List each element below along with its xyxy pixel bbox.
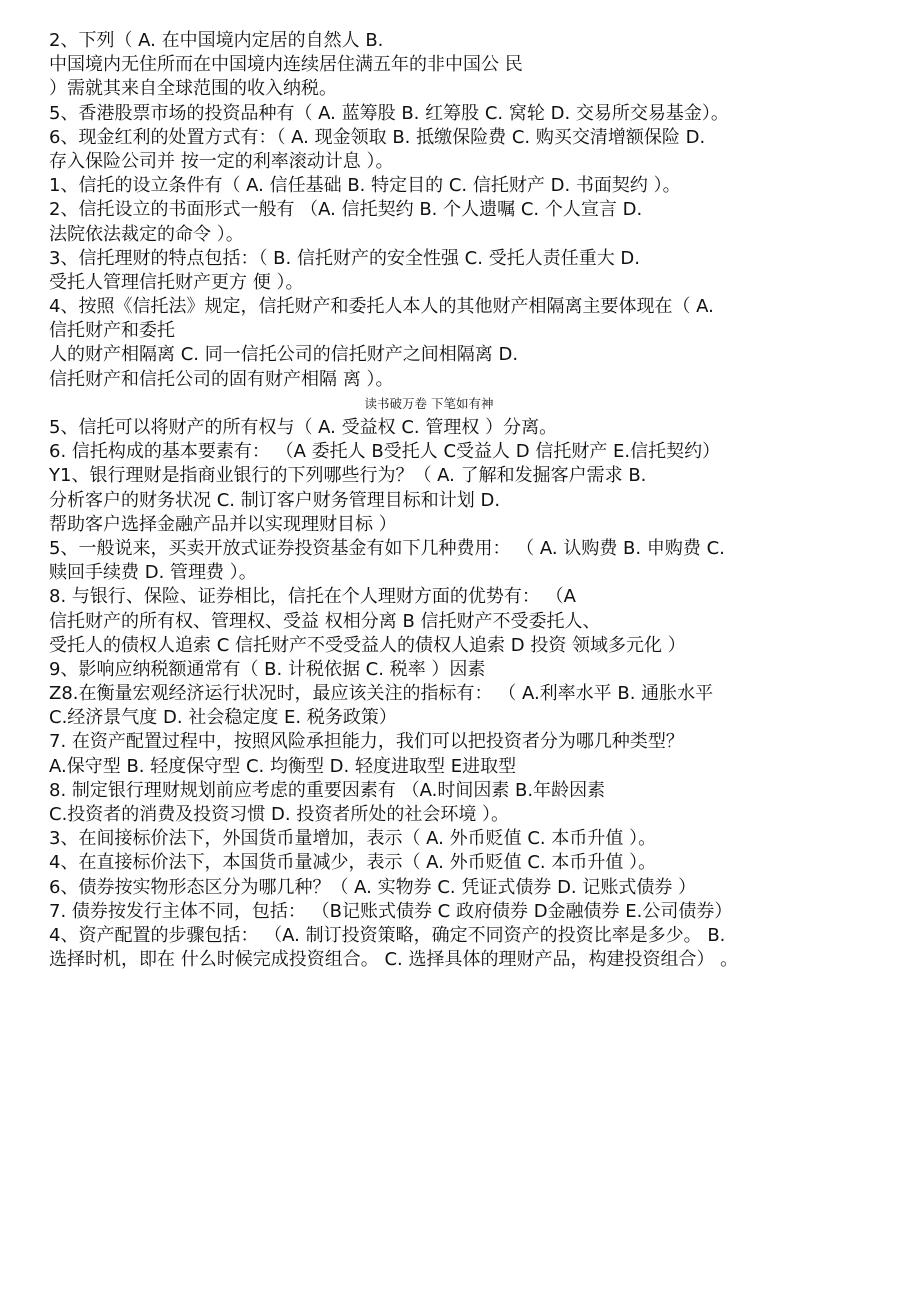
text-line: 2、下列（ A. 在中国境内定居的自然人 B. <box>49 30 384 51</box>
text-line: Z8.在衡量宏观经济运行状况时，最应该关注的指标有： （ A.利率水平 B. 通胀水平 <box>49 683 714 705</box>
text-line: 8. 与银行、保险、证券相比，信托在个人理财方面的优势有： （A <box>49 586 576 608</box>
document-body <box>49 29 909 972</box>
text-line: C.投资者的消费及投资习惯 D. 投资者所处的社会环境 ）。 <box>49 804 510 825</box>
text-line: 存入保险公司并 按一定的利率滚动计息 ）。 <box>49 150 394 172</box>
text-line: 分析客户的财务状况 C. 制订客户财务管理目标和计划 D. <box>49 489 501 511</box>
text-line: 7. 债券按发行主体不同，包括： （B记账式债券 C 政府债券 D金融债券 E.公司债券） <box>49 900 733 922</box>
text-line: 1、信托的设立条件有（ A. 信任基础 B. 特定目的 C. 信托财产 D. 书面契约 ）。 <box>49 175 681 197</box>
text-line: 信托财产和委托 <box>49 320 175 342</box>
text-line: 8. 制定银行理财规划前应考虑的重要因素有 （A.时间因素 B.年龄因素 <box>49 779 606 801</box>
text-line: 信托财产的所有权、管理权、受益 权相分离 B 信托财产不受委托人、 <box>49 610 601 632</box>
text-line: 6、现金红利的处置方式有：（ A. 现金领取 B. 抵缴保险费 C. 购买交清增额保险 D. <box>49 126 706 148</box>
text-line: 法院依法裁定的命令 ）。 <box>49 223 244 245</box>
text-line: 3、信托理财的特点包括：（ B. 信托财产的安全性强 C. 受托人责任重大 D. <box>49 247 640 269</box>
text-line: 6. 信托构成的基本要素有： （A 委托人 B受托人 C受益人 D 信托财产 E.信托契约） <box>49 441 721 463</box>
text-line: 9、影响应纳税额通常有（ B. 计税依据 C. 税率 ）因素 <box>49 658 486 680</box>
text-line: 5、一般说来，买卖开放式证券投资基金有如下几种费用： （ A. 认购费 B. 申购费 C. <box>49 537 725 559</box>
text-line: 4、按照《信托法》规定，信托财产和委托人本人的其他财产相隔离主要体现在（ A. <box>49 296 714 318</box>
text-line: 受托人的债权人追索 C 信托财产不受受益人的债权人追索 D 投资 领域多元化 ） <box>49 634 686 656</box>
text-line: A.保守型 B. 轻度保守型 C. 均衡型 D. 轻度进取型 E进取型 <box>49 755 517 777</box>
text-line: Y1、银行理财是指商业银行的下列哪些行为？（ A. 了解和发掘客户需求 B. <box>49 465 647 487</box>
text-line: 受托人管理信托财产更方 便 ）。 <box>49 271 304 293</box>
text-line: 人的财产相隔离 C. 同一信托公司的信托财产之间相隔离 D. <box>49 344 519 366</box>
text-line: 赎回手续费 D. 管理费 ）。 <box>49 562 257 584</box>
text-line: 5、香港股票市场的投资品种有（ A. 蓝筹股 B. 红筹股 C. 窝轮 D. 交易所交易基金）。 <box>49 102 729 124</box>
text-line: 信托财产和信托公司的固有财产相隔 离 ）。 <box>49 368 394 390</box>
text-line: 6、债券按实物形态区分为哪几种？（ A. 实物券 C. 凭证式债券 D. 记账式债券 ） <box>49 876 697 898</box>
text-line: 中国境内无住所而在中国境内连续居住满五年的非中国公 民 <box>49 54 523 76</box>
page-motto: 读书破万卷 下笔如有神 <box>364 395 494 411</box>
text-line: C.经济景气度 D. 社会稳定度 E. 税务政策） <box>49 707 397 729</box>
text-line: 4、资产配置的步骤包括： （A. 制订投资策略，确定不同资产的投资比率是多少。 B. <box>49 924 726 946</box>
text-line: 选择时机，即在 什么时候完成投资组合。 C. 选择具体的理财产品，构建投资组合） 。 <box>49 949 739 971</box>
text-line: 3、在间接标价法下，外国货币量增加，表示（ A. 外币贬值 C. 本币升值 ）。 <box>49 828 657 850</box>
text-line: 7. 在资产配置过程中，按照风险承担能力，我们可以把投资者分为哪几种类型？ <box>49 731 684 753</box>
text-line: 4、在直接标价法下，本国货币量减少，表示（ A. 外币贬值 C. 本币升值 ）。 <box>49 852 657 874</box>
text-line: 帮助客户选择金融产品并以实现理财目标 ） <box>49 513 397 535</box>
text-line: ）需就其来自全球范围的收入纳税。 <box>49 78 337 100</box>
text-line: 5、信托可以将财产的所有权与（ A. 受益权 C. 管理权 ）分离。 <box>49 417 558 438</box>
text-line: 2、信托设立的书面形式一般有 （A. 信托契约 B. 个人遗嘱 C. 个人宣言 D. <box>49 199 643 221</box>
